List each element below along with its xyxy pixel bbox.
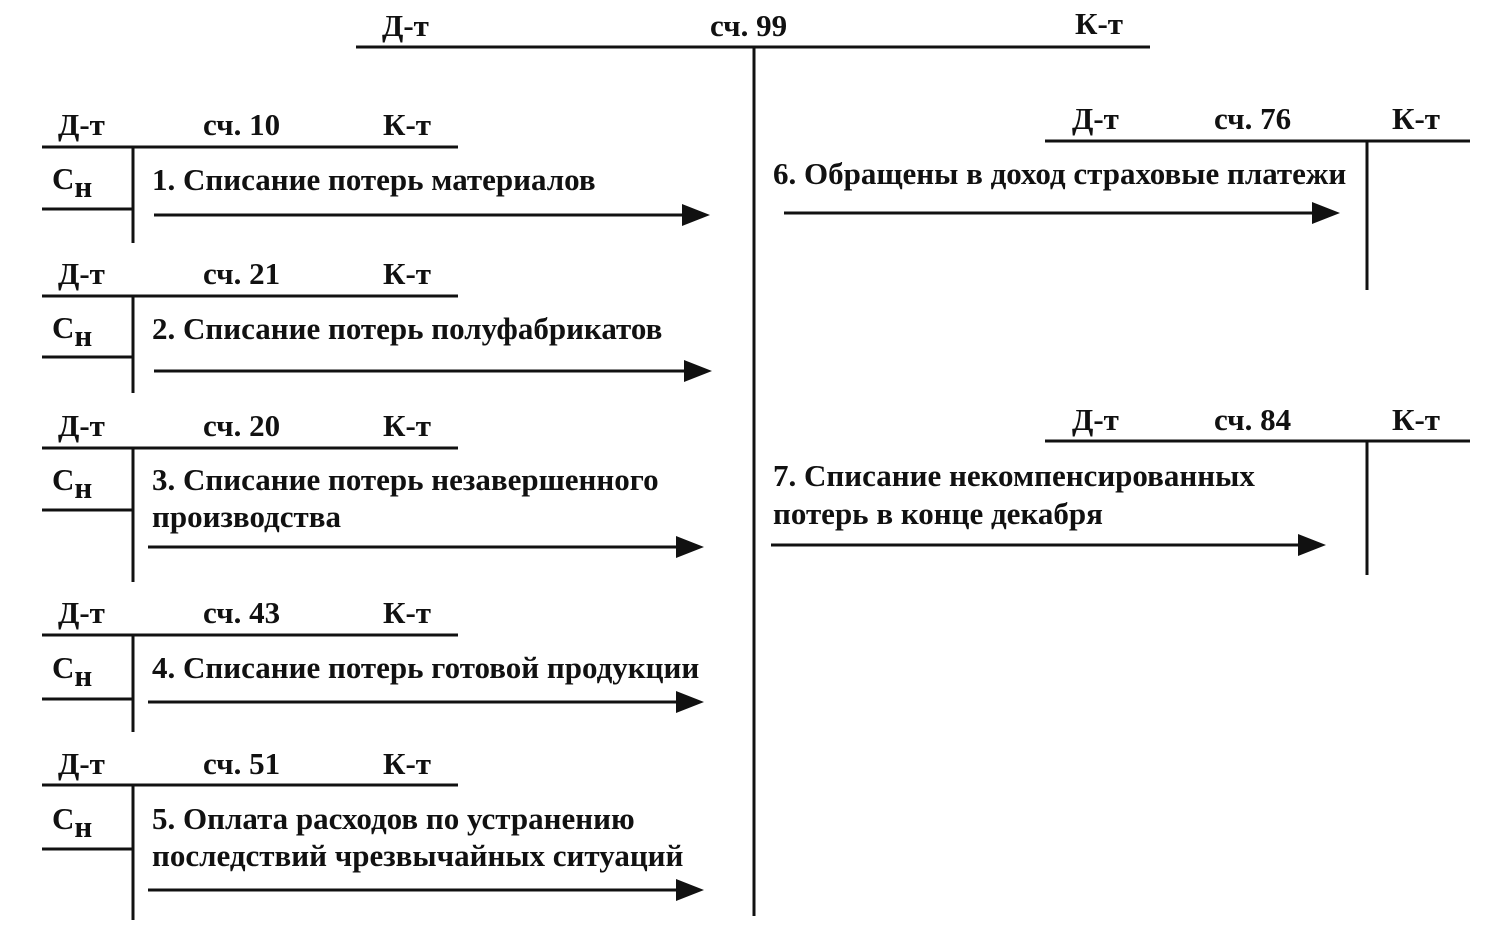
account-name: сч. 84 [1214, 402, 1292, 437]
account-name: сч. 10 [203, 107, 281, 142]
account-name: сч. 21 [203, 256, 281, 291]
opening-balance-label: Сн [52, 650, 93, 693]
account-credit-label: К-т [383, 746, 432, 781]
right-account-84 [771, 402, 1470, 575]
entry-text-line-1: 3. Списание потерь незавершенного [152, 462, 659, 497]
entry-text-line-1: 4. Списание потерь готовой продукции [152, 650, 700, 685]
opening-balance-label: Сн [52, 801, 93, 844]
entry-arrowhead [676, 691, 704, 713]
entry-text-line-1: 2. Списание потерь полуфабрикатов [152, 311, 663, 346]
left-account-21 [42, 256, 712, 393]
entry-text-line-2: производства [152, 499, 341, 534]
entry-text-line-1: 7. Списание некомпенсированных [773, 458, 1255, 493]
left-account-43 [42, 595, 704, 732]
account-debit-label: Д-т [1072, 402, 1119, 437]
opening-balance-label: Сн [52, 310, 93, 353]
main-account-debit-label: Д-т [382, 8, 429, 43]
opening-balance-label: Сн [52, 462, 93, 505]
account-name: сч. 76 [1214, 101, 1292, 136]
account-credit-label: К-т [1392, 402, 1441, 437]
entry-arrowhead [1312, 202, 1340, 224]
account-debit-label: Д-т [58, 256, 105, 291]
account-credit-label: К-т [383, 595, 432, 630]
account-credit-label: К-т [383, 107, 432, 142]
left-account-20 [42, 408, 704, 582]
entry-text-line-2: потерь в конце декабря [773, 496, 1103, 531]
entry-arrowhead [676, 536, 704, 558]
entry-text-line-2: последствий чрезвычайных ситуаций [152, 838, 684, 873]
account-credit-label: К-т [383, 408, 432, 443]
account-debit-label: Д-т [58, 107, 105, 142]
entry-text-line-1: 5. Оплата расходов по устранению [152, 801, 635, 836]
account-debit-label: Д-т [58, 746, 105, 781]
entry-arrowhead [676, 879, 704, 901]
opening-balance-label: Сн [52, 161, 93, 204]
account-debit-label: Д-т [58, 408, 105, 443]
main-account-name: сч. 99 [710, 8, 788, 43]
entry-text-line-1: 6. Обращены в доход страховые платежи [773, 156, 1347, 191]
account-credit-label: К-т [383, 256, 432, 291]
account-name: сч. 43 [203, 595, 281, 630]
left-account-10 [42, 107, 710, 243]
entry-arrowhead [682, 204, 710, 226]
entry-text-line-1: 1. Списание потерь материалов [152, 162, 596, 197]
account-debit-label: Д-т [1072, 101, 1119, 136]
left-account-51 [42, 746, 704, 920]
account-credit-label: К-т [1392, 101, 1441, 136]
account-debit-label: Д-т [58, 595, 105, 630]
account-name: сч. 20 [203, 408, 281, 443]
entry-arrowhead [684, 360, 712, 382]
right-account-76 [773, 101, 1470, 290]
account-name: сч. 51 [203, 746, 281, 781]
entry-arrowhead [1298, 534, 1326, 556]
main-account-credit-label: К-т [1075, 6, 1124, 41]
